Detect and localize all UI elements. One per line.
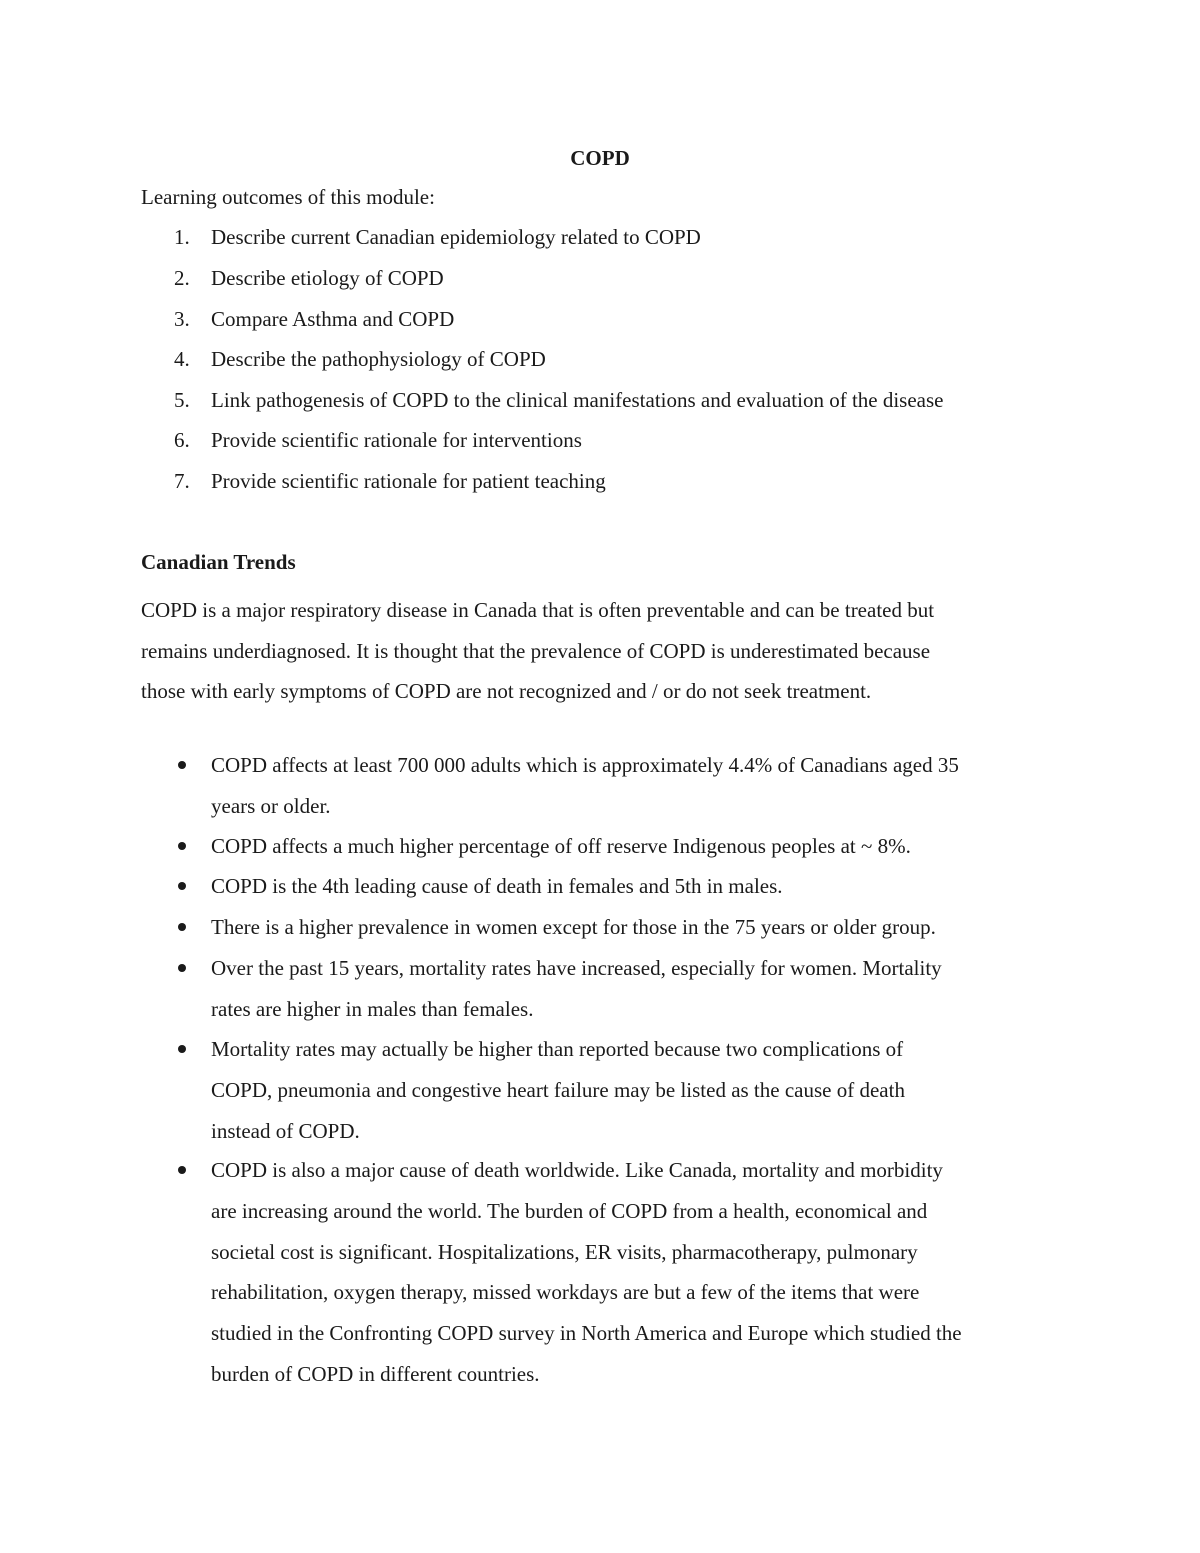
list-item-number: 4. (174, 347, 190, 371)
section-heading: Canadian Trends (141, 550, 296, 574)
list-item-text: Provide scientific rationale for interventions (211, 428, 582, 452)
bullet-line: are increasing around the world. The burden of COPD from a health, economical and (211, 1198, 928, 1223)
list-item-number: 2. (174, 266, 190, 290)
bullet-text (211, 948, 1091, 1030)
list-item-number: 1. (174, 225, 190, 249)
paragraph-line: remains underdiagnosed. It is thought that the prevalence of COPD is underestimated because (141, 638, 931, 663)
paragraph-line: those with early symptoms of COPD are not recognized and / or do not seek treatment. (141, 679, 872, 703)
bullet-line: COPD is also a major cause of death worldwide. Like Canada, mortality and morbidity (211, 1158, 943, 1182)
bullet-text (211, 866, 1091, 907)
bullet-line: studied in the Confronting COPD survey in North America and Europe which studied the (211, 1321, 962, 1346)
bullet-line: years or older. (211, 793, 331, 818)
bullet-line: rates are higher in males than females. (211, 996, 534, 1021)
bullet-line: instead of COPD. (211, 1118, 360, 1143)
list-item-text: Describe etiology of COPD (211, 266, 444, 290)
outcomes-intro: Learning outcomes of this module: (141, 185, 435, 209)
list-item-number: 3. (174, 307, 190, 331)
body-paragraph (141, 590, 1041, 712)
bullet-line: societal cost is significant. Hospitalizations, ER visits, pharmacotherapy, pulmonary (211, 1239, 918, 1264)
bullet-line: COPD is the 4th leading cause of death in females and 5th in males. (211, 874, 783, 898)
list-item-number: 7. (174, 469, 190, 493)
list-item-text: Link pathogenesis of COPD to the clinical manifestations and evaluation of the disease (211, 388, 944, 412)
bullet-line: There is a higher prevalence in women except for those in the 75 years or older group. (211, 915, 936, 939)
bullet-dot-icon (178, 842, 186, 850)
bullet-text (211, 745, 1091, 827)
bullet-line: COPD, pneumonia and congestive heart failure may be listed as the cause of death (211, 1077, 905, 1102)
list-item-number: 5. (174, 388, 190, 412)
bullet-line: burden of COPD in different countries. (211, 1361, 540, 1386)
bullet-text (211, 826, 1091, 867)
list-item-text: Compare Asthma and COPD (211, 307, 455, 331)
bullet-dot-icon (178, 923, 186, 931)
list-item-text: Describe the pathophysiology of COPD (211, 347, 546, 371)
bullet-dot-icon (178, 761, 186, 769)
bullet-text (211, 1150, 1091, 1395)
bullet-line: Over the past 15 years, mortality rates have increased, especially for women. Mortality (211, 956, 942, 980)
page-title: COPD (570, 146, 630, 170)
bullet-line: COPD affects at least 700 000 adults which is approximately 4.4% of Canadians aged 35 (211, 753, 959, 777)
bullet-text (211, 907, 1091, 948)
bullet-line: COPD affects a much higher percentage of off reserve Indigenous peoples at ~ 8%. (211, 834, 911, 858)
bullet-line: rehabilitation, oxygen therapy, missed workdays are but a few of the items that were (211, 1280, 920, 1305)
bullet-dot-icon (178, 1045, 186, 1053)
paragraph-line: COPD is a major respiratory disease in Canada that is often preventable and can be treated but (141, 598, 935, 622)
bullet-dot-icon (178, 1166, 186, 1174)
bullet-dot-icon (178, 882, 186, 890)
bullet-line: Mortality rates may actually be higher than reported because two complications of (211, 1037, 904, 1061)
list-item-text: Provide scientific rationale for patient teaching (211, 469, 606, 493)
bullet-text (211, 1029, 1091, 1151)
list-item-number: 6. (174, 428, 190, 452)
list-item-text: Describe current Canadian epidemiology related to COPD (211, 225, 701, 249)
bullet-dot-icon (178, 964, 186, 972)
